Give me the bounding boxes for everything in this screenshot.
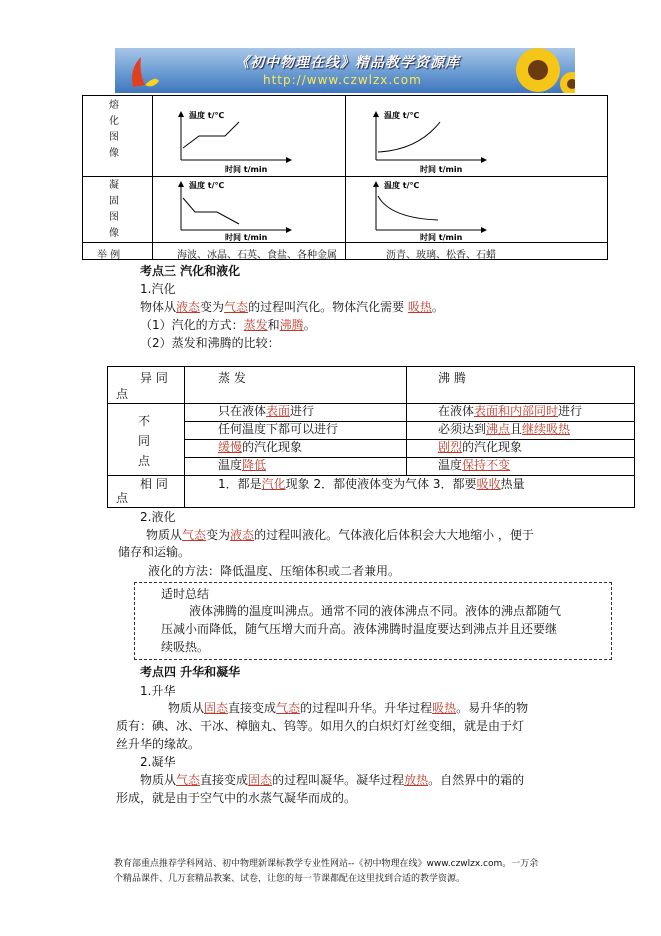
summary-line1: 液体沸腾的温度叫沸点。通常不同的液体沸点不同。液体的沸点都随气 (189, 604, 562, 618)
svg-text:温度 t/℃: 温度 t/℃ (189, 181, 225, 190)
section4-heading: 考点四 升华和凝华 (140, 665, 241, 679)
liquefaction-definition: 物质从气态变为液态的过程叫液化。气体液化后体积会大大地缩小 ，便于 (146, 528, 534, 542)
summary-box (134, 582, 612, 660)
phase-graph-table (82, 95, 608, 260)
r2-boil: 必须达到沸点且继续吸热 (438, 422, 571, 436)
footer-line2: 个精品课件、几万套精品教案、试卷，让您的每一节课都配在这里找到合适的教学资源。 (114, 874, 466, 884)
section3-heading: 考点三 汽化和液化 (140, 264, 241, 278)
svg-text:时间 t/min: 时间 t/min (420, 233, 463, 242)
example-crystal: 海波、冰晶、石英、食盐、各种金属 (177, 250, 337, 261)
amorphous-solidify-graph (368, 178, 508, 244)
r3-boil: 剧烈的汽化现象 (438, 440, 523, 454)
r3-evap: 缓慢的汽化现象 (218, 440, 303, 454)
same-label: 相 同 (140, 477, 168, 491)
logo-icon (125, 51, 165, 91)
header-banner (115, 48, 575, 93)
comparison-intro: （2）蒸发和沸腾的比较： (140, 336, 280, 350)
summary-line2: 压减小而降低，随气压增大而升高。液体沸腾时温度要达到沸点并且还要继 (161, 622, 558, 636)
example-amorphous: 沥青、玻璃、松香、石蜡 (386, 250, 496, 261)
liquefaction-title: 2.液化 (140, 510, 176, 524)
sublimation-line3: 丝升华的缘故。 (116, 737, 201, 751)
banner-url: http://www.czwlzx.com (263, 73, 422, 87)
summary-line3: 续吸热。 (161, 640, 210, 654)
svg-text:温度 t/℃: 温度 t/℃ (384, 181, 420, 190)
vaporization-ways: （1）汽化的方式：蒸发和沸腾。 (140, 318, 316, 332)
desublimation-title: 2.凝华 (140, 755, 176, 769)
r2-evap: 任何温度下都可以进行 (218, 422, 339, 436)
liquefaction-line2: 储存和运输。 (118, 545, 191, 559)
amorphous-melting-graph (368, 108, 508, 174)
vaporization-definition: 物体从液态变为气态的过程叫汽化。物体汽化需要 吸热。 (140, 300, 444, 314)
svg-text:时间 t/min: 时间 t/min (225, 165, 268, 174)
r1-evap: 只在液体表面进行 (218, 404, 315, 418)
crystal-solidify-graph (173, 178, 313, 244)
desublimation-line2: 形成，就是由于空气中的水蒸气凝华而成的。 (116, 791, 357, 805)
svg-text:时间 t/min: 时间 t/min (420, 165, 463, 174)
r4-evap: 温度降低 (218, 458, 267, 472)
header-dian: 点 (116, 387, 129, 401)
desublimation-definition: 物质从气态直接变成固态的过程叫凝华。凝华过程放热。自然界中的霜的 (140, 773, 525, 787)
header-boiling: 沸 腾 (438, 371, 466, 385)
sublimation-line2: 质有：碘、冰、干冰、樟脑丸、钨等。如用久的白炽灯灯丝变细，就是由于灯 (116, 719, 525, 733)
diff-label: 不 同 点 (138, 414, 151, 468)
sunflower-icon (510, 48, 575, 93)
svg-text:时间 t/min: 时间 t/min (225, 233, 268, 242)
summary-title: 适时总结 (161, 587, 210, 601)
header-diff-same: 异 同 (140, 371, 168, 385)
vaporization-title: 1.汽化 (140, 282, 176, 296)
solidify-row-label: 凝 固 图 像 (109, 180, 119, 239)
melting-row-label: 熔 化 图 像 (109, 100, 119, 159)
svg-text:温度 t/℃: 温度 t/℃ (189, 111, 225, 120)
example-label: 举 例 (97, 250, 121, 261)
liquefaction-method: 液化的方法：降低温度、压缩体积或二者兼用。 (148, 564, 401, 578)
header-evaporation: 蒸 发 (218, 371, 246, 385)
r4-boil: 温度保持不变 (438, 458, 511, 472)
evaporation-boiling-table (107, 366, 635, 508)
footer-line1: 教育部重点推荐学科网站、初中物理新课标教学专业性网站--《初中物理在线》www.czwlzx.com。一万余 (114, 859, 539, 869)
r1-boil: 在液体表面和内部同时进行 (438, 404, 583, 418)
sublimation-definition: 物质从固态直接变成气态的过程叫升华。升华过程吸热。易升华的物 (168, 701, 529, 715)
sublimation-title: 1.升华 (140, 684, 176, 698)
svg-text:温度 t/℃: 温度 t/℃ (384, 111, 420, 120)
banner-title: 《初中物理在线》精品教学资源库 (235, 55, 460, 71)
same-dian: 点 (116, 491, 129, 505)
crystal-melting-graph (173, 108, 313, 174)
same-content: 1．都是汽化现象 2．都使液体变为气体 3．都要吸收热量 (218, 477, 525, 491)
